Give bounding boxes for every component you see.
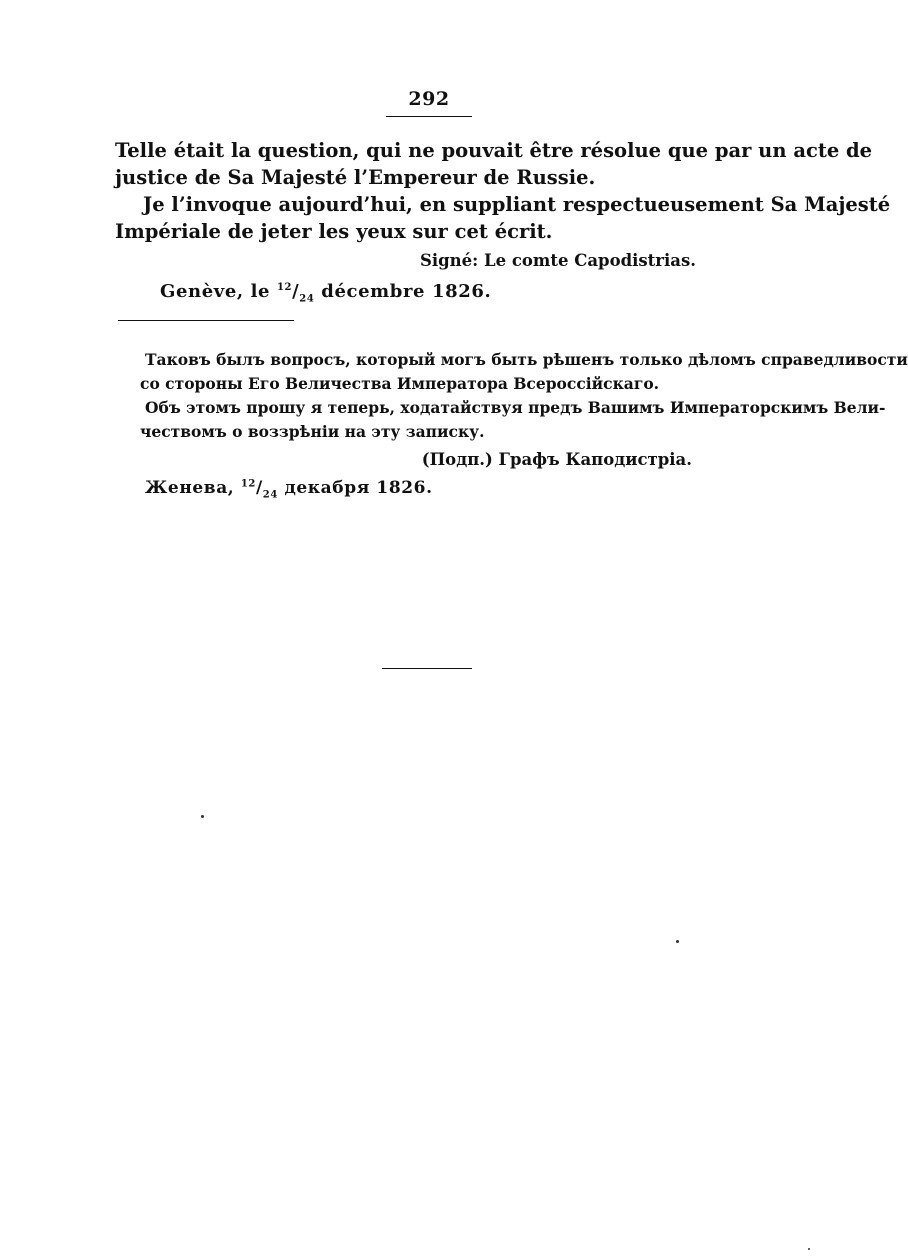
french-paragraph-1-line-2: justice de Sa Majesté l’Empereur de Russie. bbox=[115, 166, 596, 189]
header-rule bbox=[386, 116, 472, 117]
section-divider-rule bbox=[118, 320, 294, 321]
french-date-denominator: 24 bbox=[299, 293, 315, 305]
ink-speck bbox=[201, 815, 204, 818]
end-rule bbox=[382, 668, 472, 669]
russian-date-rest: декабря 1826. bbox=[284, 478, 433, 498]
french-date-numerator: 12 bbox=[276, 282, 293, 293]
ink-speck bbox=[676, 940, 679, 943]
russian-date-denominator: 24 bbox=[262, 489, 278, 501]
russian-text-block bbox=[140, 348, 908, 501]
french-date-fraction: $^{12}/_{24}$ bbox=[276, 281, 315, 305]
french-paragraph-2-line-1: Je l’invoque aujourd’hui, en suppliant respectueusement Sa Majesté bbox=[143, 193, 891, 216]
russian-paragraph-2-line-1: Объ этомъ прошу я теперь, ходатайствуя предъ Вашимъ Императорскимъ Вели- bbox=[145, 398, 886, 417]
russian-signature: (Подп.) Графъ Каподистріа. bbox=[421, 450, 692, 469]
french-signature: Signé: Le comte Capodistrias. bbox=[419, 251, 696, 270]
french-text-block bbox=[115, 137, 891, 305]
russian-date-place: Женева, bbox=[145, 478, 235, 498]
french-paragraph-2-line-2: Impériale de jeter les yeux sur cet écrit. bbox=[115, 220, 553, 243]
russian-date-numerator: 12 bbox=[240, 478, 256, 490]
russian-paragraph-2-line-2: чествомъ о воззрѣніи на эту записку. bbox=[140, 422, 485, 441]
russian-date-fraction: $^{12}/_{24}$ bbox=[240, 478, 278, 501]
russian-paragraph-1-line-2: со стороны Его Величества Императора Всероссійскаго. bbox=[140, 374, 660, 393]
russian-paragraph-1-line-1: Таковъ былъ вопросъ, который могъ быть рѣшенъ только дѣломъ справедливости bbox=[145, 350, 908, 369]
ink-speck bbox=[808, 1248, 810, 1250]
page-number: 292 bbox=[408, 88, 450, 110]
french-paragraph-1-line-1: Telle était la question, qui ne pouvait être résolue que par un acte de bbox=[115, 139, 873, 162]
french-date-place: Genève, le bbox=[160, 281, 271, 302]
french-date-rest: décembre 1826. bbox=[321, 281, 492, 302]
french-dateline bbox=[115, 278, 740, 305]
russian-dateline bbox=[145, 476, 740, 500]
